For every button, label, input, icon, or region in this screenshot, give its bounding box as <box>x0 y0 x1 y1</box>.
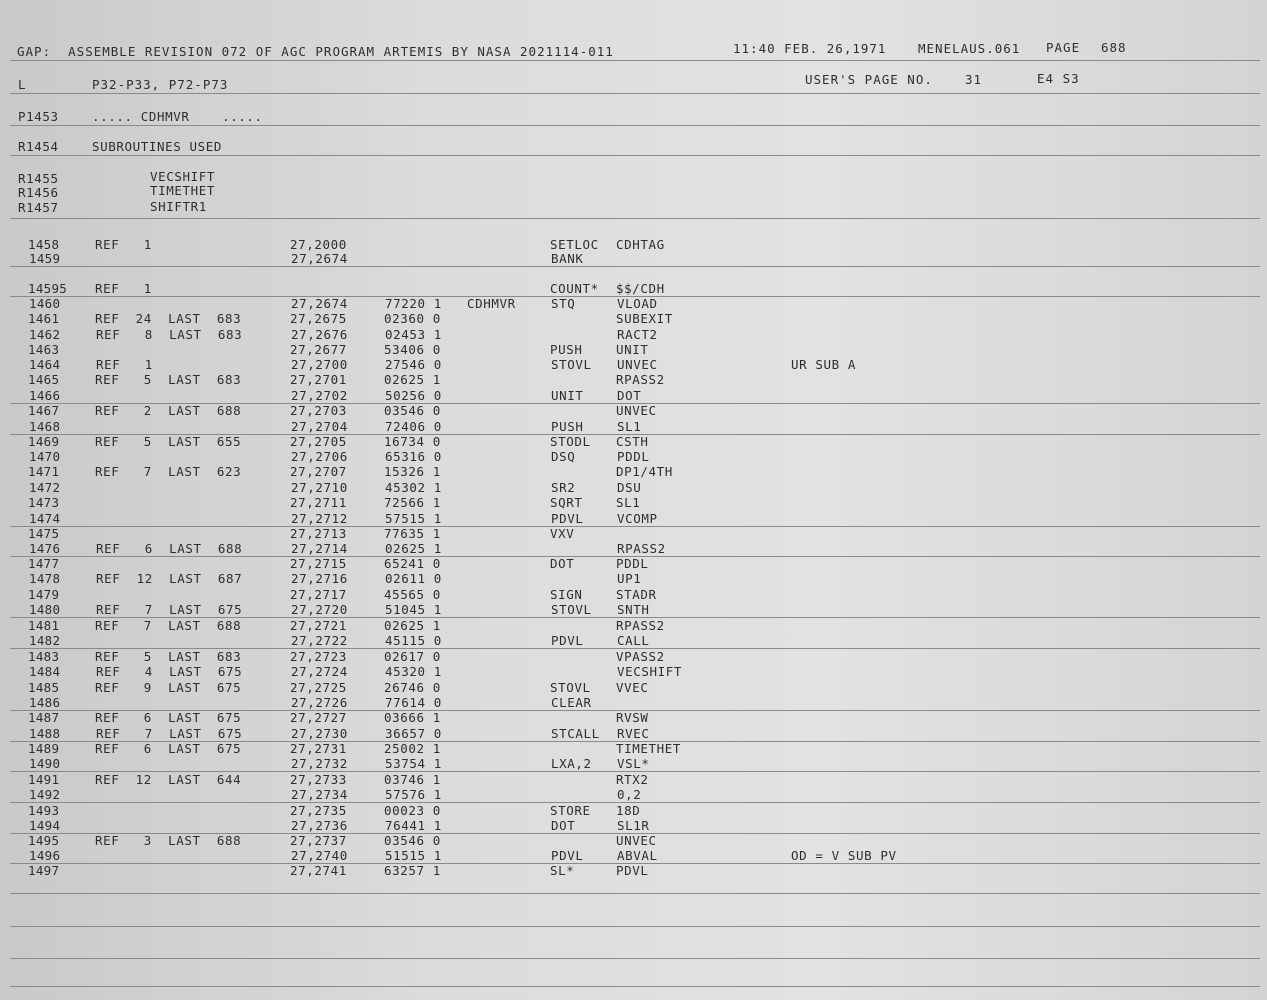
subroutine-name: TIMETHET <box>150 183 216 198</box>
operand: PDVL <box>616 863 649 878</box>
octal-code: 03666 1 <box>384 710 441 725</box>
opcode: SQRT <box>550 495 583 510</box>
octal-code: 63257 1 <box>384 863 441 878</box>
operand: SNTH <box>617 602 650 617</box>
operand: PDDL <box>617 449 650 464</box>
line-number: 14595 <box>28 281 68 296</box>
divider <box>10 434 1260 435</box>
operand: 18D <box>616 803 641 818</box>
subroutine-number: R1455 <box>18 171 59 186</box>
ref-info: REF 7 LAST 675 <box>96 726 243 741</box>
operand: VSL* <box>617 756 650 771</box>
note-number: R1454 <box>18 139 59 154</box>
line-number: 1462 <box>29 327 61 342</box>
comment: UR SUB A <box>791 357 857 372</box>
address: 27,2716 <box>291 571 348 586</box>
opcode: PUSH <box>550 342 583 357</box>
address: 27,2705 <box>290 434 347 449</box>
address: 27,2702 <box>291 388 348 403</box>
octal-code: 15326 1 <box>384 464 441 479</box>
octal-code: 51515 1 <box>385 848 442 863</box>
octal-code: 03746 1 <box>384 772 441 787</box>
timestamp: 11:40 FEB. 26,1971 <box>733 41 887 56</box>
note-number: P1453 <box>18 109 59 124</box>
operand: RPASS2 <box>616 618 665 633</box>
octal-code: 02625 1 <box>384 372 441 387</box>
ref-info: REF 6 LAST 675 <box>95 741 242 756</box>
line-number: 1491 <box>28 772 60 787</box>
operand: RVEC <box>617 726 650 741</box>
ref-info: REF 7 LAST 675 <box>96 602 243 617</box>
opcode: SETLOC <box>550 237 599 252</box>
line-number: 1468 <box>29 419 61 434</box>
opcode: DSQ <box>551 449 576 464</box>
divider <box>10 60 1260 61</box>
octal-code: 57576 1 <box>385 787 442 802</box>
octal-code: 76441 1 <box>385 818 442 833</box>
octal-code: 03546 0 <box>384 833 441 848</box>
ref-info: REF 5 LAST 655 <box>95 434 242 449</box>
address: 27,2713 <box>290 526 347 541</box>
address: 27,2677 <box>290 342 347 357</box>
address: 27,2717 <box>290 587 347 602</box>
line-number: 1480 <box>29 602 61 617</box>
address: 27,2715 <box>290 556 347 571</box>
line-number: 1488 <box>29 726 61 741</box>
line-number: 1467 <box>28 403 60 418</box>
subroutine-name: SHIFTR1 <box>150 199 207 214</box>
line-number: 1470 <box>29 449 61 464</box>
line-number: 1490 <box>29 756 61 771</box>
line-number: 1483 <box>28 649 60 664</box>
operand: $$/CDH <box>616 281 665 296</box>
divider <box>10 863 1260 864</box>
page-code: E4 S3 <box>1037 71 1080 86</box>
octal-code: 02360 0 <box>384 311 441 326</box>
operand: RPASS2 <box>616 372 665 387</box>
page-label: PAGE <box>1046 40 1081 55</box>
ref-info: REF 4 LAST 675 <box>96 664 243 679</box>
address: 27,2700 <box>291 357 348 372</box>
line-number: 1464 <box>29 357 61 372</box>
operand: RVSW <box>616 710 649 725</box>
address: 27,2675 <box>290 311 347 326</box>
address: 27,2735 <box>290 803 347 818</box>
ref-info: REF 5 LAST 683 <box>95 649 242 664</box>
ref-info: REF 3 LAST 688 <box>95 833 242 848</box>
octal-code: 02625 1 <box>385 541 442 556</box>
operand: UNIT <box>616 342 649 357</box>
line-number: 1496 <box>29 848 61 863</box>
address: 27,2737 <box>290 833 347 848</box>
operand: SL1R <box>617 818 650 833</box>
octal-code: 36657 0 <box>385 726 442 741</box>
divider <box>10 266 1260 267</box>
operand: 0,2 <box>617 787 642 802</box>
opcode: STOVL <box>551 602 592 617</box>
operand: UNVEC <box>617 357 658 372</box>
users-page-label: USER'S PAGE NO. <box>805 72 933 87</box>
address: 27,2676 <box>291 327 348 342</box>
line-number: 1475 <box>28 526 60 541</box>
divider <box>10 93 1260 94</box>
address: 27,2736 <box>291 818 348 833</box>
operand: UNVEC <box>616 403 657 418</box>
divider <box>10 218 1260 219</box>
opcode: PDVL <box>551 848 584 863</box>
octal-code: 27546 0 <box>385 357 442 372</box>
octal-code: 45115 0 <box>385 633 442 648</box>
octal-code: 45565 0 <box>384 587 441 602</box>
address: 27,2703 <box>290 403 347 418</box>
divider <box>10 617 1260 618</box>
operand: DSU <box>617 480 642 495</box>
divider <box>10 802 1260 803</box>
operand: ABVAL <box>617 848 658 863</box>
line-number: 1479 <box>28 587 60 602</box>
address: 27,2724 <box>291 664 348 679</box>
line-number: 1471 <box>28 464 60 479</box>
operand: STADR <box>616 587 657 602</box>
operand: RACT2 <box>617 327 658 342</box>
octal-code: 00023 0 <box>384 803 441 818</box>
divider <box>10 958 1260 959</box>
address: 27,2723 <box>290 649 347 664</box>
divider <box>10 125 1260 126</box>
opcode: UNIT <box>551 388 584 403</box>
address: 27,2727 <box>290 710 347 725</box>
operand: TIMETHET <box>616 741 682 756</box>
ref-info: REF 6 LAST 688 <box>96 541 243 556</box>
operand: UP1 <box>617 571 642 586</box>
operand: CSTH <box>616 434 649 449</box>
assemble-line: GAP: ASSEMBLE REVISION 072 OF AGC PROGRAM ARTEMIS BY NASA 2021114-011 <box>17 44 614 59</box>
operand: SL1 <box>617 419 642 434</box>
octal-code: 72566 1 <box>384 495 441 510</box>
operand: RTX2 <box>616 772 649 787</box>
octal-code: 26746 0 <box>384 680 441 695</box>
operand: VCOMP <box>617 511 658 526</box>
program-names: P32-P33, P72-P73 <box>92 77 229 92</box>
octal-code: 53754 1 <box>385 756 442 771</box>
line-number: 1469 <box>28 434 60 449</box>
line-number: 1478 <box>29 571 61 586</box>
subroutine-name: VECSHIFT <box>150 169 216 184</box>
operand: CDHTAG <box>616 237 665 252</box>
address: 27,2707 <box>290 464 347 479</box>
line-number: 1495 <box>28 833 60 848</box>
line-number: 1461 <box>28 311 60 326</box>
opcode: VXV <box>550 526 575 541</box>
operand: VECSHIFT <box>617 664 683 679</box>
octal-code: 16734 0 <box>384 434 441 449</box>
address: 27,2726 <box>291 695 348 710</box>
line-number: 1472 <box>29 480 61 495</box>
address: 27,2722 <box>291 633 348 648</box>
opcode: SIGN <box>550 587 583 602</box>
address: 27,2000 <box>290 237 347 252</box>
page-number: 688 <box>1101 40 1127 55</box>
address: 27,2732 <box>291 756 348 771</box>
opcode: STCALL <box>551 726 600 741</box>
operand: SL1 <box>616 495 641 510</box>
address: 27,2720 <box>291 602 348 617</box>
address: 27,2741 <box>290 863 347 878</box>
octal-code: 72406 0 <box>385 419 442 434</box>
address: 27,2725 <box>290 680 347 695</box>
opcode: CLEAR <box>551 695 592 710</box>
subroutine-number: R1457 <box>18 200 59 215</box>
octal-code: 57515 1 <box>385 511 442 526</box>
divider <box>10 926 1260 927</box>
address: 27,2704 <box>291 419 348 434</box>
divider <box>10 741 1260 742</box>
opcode: STODL <box>550 434 591 449</box>
divider <box>10 771 1260 772</box>
opcode: BANK <box>551 251 584 266</box>
ref-info: REF 2 LAST 688 <box>95 403 242 418</box>
octal-code: 65241 0 <box>384 556 441 571</box>
divider <box>10 986 1260 987</box>
opcode: DOT <box>551 818 576 833</box>
line-number: 1476 <box>29 541 61 556</box>
address: 27,2714 <box>291 541 348 556</box>
opcode: STQ <box>551 296 576 311</box>
divider <box>10 296 1260 297</box>
opcode: STOVL <box>550 680 591 695</box>
address: 27,2731 <box>290 741 347 756</box>
address: 27,2730 <box>291 726 348 741</box>
line-number: 1481 <box>28 618 60 633</box>
address: 27,2674 <box>291 296 348 311</box>
opcode: PDVL <box>551 633 584 648</box>
line-number: 1485 <box>28 680 60 695</box>
divider <box>10 893 1260 894</box>
ref-info: REF 6 LAST 675 <box>95 710 242 725</box>
ref-info: REF 12 LAST 644 <box>95 772 242 787</box>
octal-code: 02617 0 <box>384 649 441 664</box>
line-number: 1482 <box>29 633 61 648</box>
comment: OD = V SUB PV <box>791 848 897 863</box>
address: 27,2721 <box>290 618 347 633</box>
octal-code: 03546 0 <box>384 403 441 418</box>
octal-code: 77614 0 <box>385 695 442 710</box>
octal-code: 02453 1 <box>385 327 442 342</box>
operand: RPASS2 <box>617 541 666 556</box>
operand: VLOAD <box>617 296 658 311</box>
divider <box>10 648 1260 649</box>
octal-code: 45302 1 <box>385 480 442 495</box>
octal-code: 51045 1 <box>385 602 442 617</box>
line-number: 1459 <box>29 251 61 266</box>
address: 27,2711 <box>290 495 347 510</box>
octal-code: 65316 0 <box>385 449 442 464</box>
line-number: 1486 <box>29 695 61 710</box>
octal-code: 02611 0 <box>385 571 442 586</box>
ref-info: REF 1 <box>95 281 152 296</box>
address: 27,2733 <box>290 772 347 787</box>
address: 27,2706 <box>291 449 348 464</box>
subroutine-number: R1456 <box>18 185 59 200</box>
opcode: DOT <box>550 556 575 571</box>
octal-code: 77220 1 <box>385 296 442 311</box>
line-number: 1487 <box>28 710 60 725</box>
users-page-number: 31 <box>965 72 983 87</box>
divider <box>10 526 1260 527</box>
ref-info: REF 7 LAST 688 <box>95 618 242 633</box>
line-number: 1465 <box>28 372 60 387</box>
address: 27,2701 <box>290 372 347 387</box>
section-flag: L <box>18 77 27 92</box>
octal-code: 77635 1 <box>384 526 441 541</box>
operand: PDDL <box>616 556 649 571</box>
line-number: 1466 <box>29 388 61 403</box>
octal-code: 53406 0 <box>384 342 441 357</box>
line-number: 1463 <box>28 342 60 357</box>
operand: UNVEC <box>616 833 657 848</box>
address: 27,2740 <box>291 848 348 863</box>
octal-code: 50256 0 <box>385 388 442 403</box>
address: 27,2674 <box>291 251 348 266</box>
operand: VVEC <box>616 680 649 695</box>
line-number: 1492 <box>29 787 61 802</box>
operand: DOT <box>617 388 642 403</box>
ref-info: REF 7 LAST 623 <box>95 464 242 479</box>
opcode: SR2 <box>551 480 576 495</box>
opcode: SL* <box>550 863 575 878</box>
address: 27,2710 <box>291 480 348 495</box>
line-number: 1489 <box>28 741 60 756</box>
divider <box>10 155 1260 156</box>
ref-info: REF 5 LAST 683 <box>95 372 242 387</box>
divider <box>10 833 1260 834</box>
note-text: SUBROUTINES USED <box>92 139 223 154</box>
octal-code: 02625 1 <box>384 618 441 633</box>
divider <box>10 403 1260 404</box>
opcode: STORE <box>550 803 591 818</box>
line-number: 1493 <box>28 803 60 818</box>
note-text: ..... CDHMVR ..... <box>92 109 263 124</box>
line-number: 1474 <box>29 511 61 526</box>
operand: VPASS2 <box>616 649 665 664</box>
ref-info: REF 8 LAST 683 <box>96 327 243 342</box>
operand: CALL <box>617 633 650 648</box>
user-id: MENELAUS.061 <box>918 41 1021 56</box>
opcode: PUSH <box>551 419 584 434</box>
operand: SUBEXIT <box>616 311 673 326</box>
line-number: 1497 <box>28 863 60 878</box>
opcode: PDVL <box>551 511 584 526</box>
line-number: 1458 <box>28 237 60 252</box>
divider <box>10 556 1260 557</box>
line-number: 1494 <box>29 818 61 833</box>
line-number: 1484 <box>29 664 61 679</box>
ref-info: REF 1 <box>96 357 153 372</box>
octal-code: 45320 1 <box>385 664 442 679</box>
ref-info: REF 12 LAST 687 <box>96 571 243 586</box>
line-number: 1473 <box>28 495 60 510</box>
ref-info: REF 24 LAST 683 <box>95 311 242 326</box>
ref-info: REF 1 <box>95 237 152 252</box>
symbol-label: CDHMVR <box>467 296 516 311</box>
divider <box>10 710 1260 711</box>
address: 27,2734 <box>291 787 348 802</box>
ref-info: REF 9 LAST 675 <box>95 680 242 695</box>
line-number: 1477 <box>28 556 60 571</box>
opcode: STOVL <box>551 357 592 372</box>
octal-code: 25002 1 <box>384 741 441 756</box>
opcode: LXA,2 <box>551 756 592 771</box>
opcode: COUNT* <box>550 281 599 296</box>
address: 27,2712 <box>291 511 348 526</box>
operand: DP1/4TH <box>616 464 673 479</box>
line-number: 1460 <box>29 296 61 311</box>
